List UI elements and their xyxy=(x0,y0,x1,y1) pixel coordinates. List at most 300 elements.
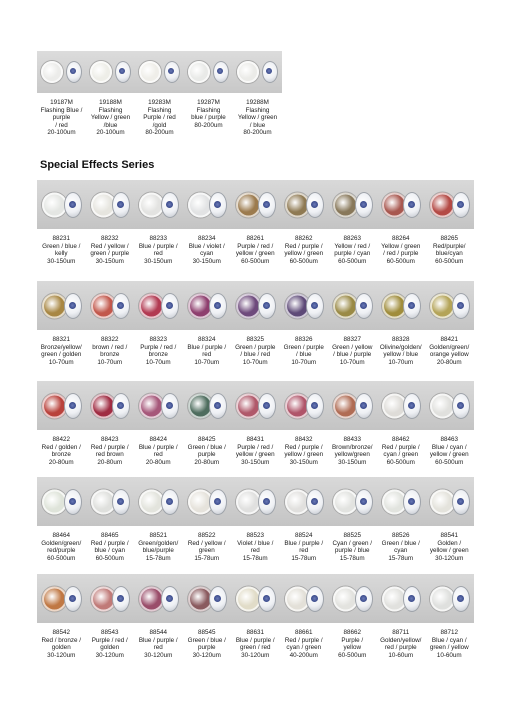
product-code: 88422 xyxy=(52,436,70,443)
jar-lid xyxy=(161,586,179,612)
swatch-label xyxy=(425,330,474,366)
color-description: Olivine/golden/ xyxy=(379,343,422,351)
photo-strip xyxy=(37,477,474,526)
color-description: Blue / purple / xyxy=(187,343,227,351)
swatch-label xyxy=(86,93,135,137)
pigment-jar xyxy=(41,61,63,83)
color-description: Blue / purple / xyxy=(235,636,275,644)
jar-lid xyxy=(403,489,421,515)
color-description: Red / yellow / xyxy=(187,539,226,547)
particle-size: 30-120um xyxy=(192,651,221,659)
color-description: Golden/green/ xyxy=(41,539,82,547)
jar-lid xyxy=(306,192,324,218)
particle-size: 20-80um xyxy=(194,458,220,466)
jar-lid xyxy=(258,393,276,419)
color-description: Cyan / green / xyxy=(332,539,373,547)
product-code: 88431 xyxy=(246,436,264,443)
swatch-label xyxy=(280,430,329,466)
top-photo-strip xyxy=(37,51,282,93)
color-description: / blue / red xyxy=(240,351,271,359)
swatch-photo xyxy=(377,477,426,526)
color-description: Blue / purple / xyxy=(138,242,178,250)
color-description: Purple / red xyxy=(143,114,176,122)
product-code: 88425 xyxy=(197,436,216,443)
jar-lid xyxy=(112,192,130,218)
particle-size: 30-120um xyxy=(435,554,464,562)
particle-size: 10-70um xyxy=(145,358,171,366)
jar-lid xyxy=(209,586,227,612)
swatch-row xyxy=(37,180,474,265)
color-description: Yellow / red / xyxy=(334,242,371,250)
product-code: 88262 xyxy=(294,235,313,242)
particle-size: 60-500um xyxy=(338,651,367,659)
jar-lid xyxy=(112,293,130,319)
particle-size: 10-70um xyxy=(48,358,74,366)
swatch-photo xyxy=(328,477,377,526)
jar-lid xyxy=(213,61,229,83)
color-description: Green / blue / xyxy=(381,539,420,547)
color-description: Red / purple / xyxy=(381,443,420,451)
swatch-photo xyxy=(377,180,426,229)
product-code: 88711 xyxy=(392,629,410,636)
swatch-photo xyxy=(183,477,232,526)
color-description: Purple / xyxy=(341,636,364,644)
swatch-label xyxy=(86,526,135,562)
particle-size: 30-150um xyxy=(338,458,367,466)
particle-size: 15-78um xyxy=(388,554,414,562)
jar-lid xyxy=(64,192,82,218)
particle-size: 20-100um xyxy=(47,129,76,137)
swatch-label xyxy=(183,229,232,265)
jar-lid xyxy=(164,61,180,83)
color-description: Flashing xyxy=(245,106,270,114)
color-description: Purple / red / xyxy=(237,242,274,250)
particle-size: 30-120um xyxy=(241,651,270,659)
particle-size: 15-78um xyxy=(291,554,317,562)
color-description: purple xyxy=(197,644,216,652)
pigment-jar xyxy=(237,61,259,83)
color-description: Flashing xyxy=(147,106,172,114)
swatch-photo xyxy=(425,180,474,229)
jar-lid xyxy=(209,489,227,515)
swatch-photo xyxy=(231,381,280,430)
swatch-label xyxy=(231,330,280,366)
product-code: 88542 xyxy=(52,629,70,636)
particle-size: 30-150um xyxy=(241,458,270,466)
swatch-label xyxy=(86,330,135,366)
color-description: / blue xyxy=(249,121,266,129)
label-row xyxy=(37,526,474,562)
product-code: 88433 xyxy=(343,436,361,443)
product-code: 88327 xyxy=(343,336,361,343)
color-description: Purple / red / xyxy=(140,343,177,351)
jar-lid xyxy=(306,293,324,319)
color-description: purple xyxy=(52,114,71,122)
swatch-label xyxy=(280,623,329,659)
swatch-label xyxy=(377,430,426,466)
swatch-label xyxy=(231,623,280,659)
product-code: 88526 xyxy=(391,532,410,539)
color-description: Golden / xyxy=(437,539,462,547)
swatch-photo xyxy=(183,381,232,430)
jar-lid xyxy=(161,192,179,218)
particle-size: 30-120um xyxy=(47,651,76,659)
swatch-photo xyxy=(231,281,280,330)
swatch-photo xyxy=(231,574,280,623)
swatch-label xyxy=(231,430,280,466)
particle-size: 30-120um xyxy=(144,651,173,659)
photo-strip xyxy=(37,180,474,229)
particle-size: 60-500um xyxy=(435,458,464,466)
swatch-label xyxy=(134,229,183,265)
swatch-photo xyxy=(86,51,135,93)
swatch-label xyxy=(37,430,86,466)
jar-lid xyxy=(209,393,227,419)
jar-lid xyxy=(452,293,470,319)
product-code: 88523 xyxy=(246,532,264,539)
swatch-label xyxy=(183,623,232,659)
color-description: Blue / purple / xyxy=(284,539,324,547)
color-description: green / purple xyxy=(90,250,130,258)
particle-size: 10-70um xyxy=(339,358,365,366)
swatch-photo xyxy=(37,574,86,623)
jar-lid xyxy=(161,489,179,515)
color-description: purple xyxy=(197,451,216,459)
product-code: 88423 xyxy=(100,436,119,443)
color-description: red xyxy=(153,250,163,258)
color-description: / blue xyxy=(296,351,312,359)
swatch-photo xyxy=(377,574,426,623)
color-description: Red / bronze / xyxy=(41,636,82,644)
jar-lid xyxy=(355,192,373,218)
color-description: / blue / purple xyxy=(333,351,372,359)
swatch-label xyxy=(86,229,135,265)
jar-lid xyxy=(112,393,130,419)
swatch-label xyxy=(280,330,329,366)
swatch-photo xyxy=(425,574,474,623)
color-description: yellow / green xyxy=(235,451,275,459)
product-code: 88543 xyxy=(100,629,119,636)
color-description: Red / purple / xyxy=(90,443,129,451)
color-description: Red / golden / xyxy=(41,443,81,451)
swatch-photo xyxy=(425,381,474,430)
particle-size: 30-120um xyxy=(95,651,124,659)
color-description: Green / purple xyxy=(235,343,276,351)
swatch-photo xyxy=(280,281,329,330)
swatch-label xyxy=(328,430,377,466)
swatch-photo xyxy=(134,381,183,430)
color-description: Red / yellow / xyxy=(90,242,129,250)
jar-lid xyxy=(112,489,130,515)
color-description: Green / blue / xyxy=(187,443,226,451)
swatch-label xyxy=(37,93,86,137)
color-description: green / golden xyxy=(41,351,82,359)
jar-lid xyxy=(64,489,82,515)
product-code: 88321 xyxy=(52,336,70,343)
swatch-label xyxy=(377,623,426,659)
color-description: green / yellow xyxy=(429,644,469,652)
swatch-label xyxy=(86,430,135,466)
product-code: 88465 xyxy=(100,532,119,539)
color-description: cyan / green xyxy=(383,451,419,459)
jar-lid xyxy=(452,489,470,515)
product-code: 19187M xyxy=(50,99,73,106)
particle-size: 60-500um xyxy=(47,554,76,562)
jar-lid xyxy=(258,586,276,612)
color-description: yellow / green xyxy=(284,250,324,258)
product-code: 88432 xyxy=(294,436,313,443)
swatch-photo xyxy=(86,281,135,330)
color-description: Brown/bronze/ xyxy=(331,443,373,451)
particle-size: 60-500um xyxy=(338,257,367,265)
swatch-photo xyxy=(280,574,329,623)
jar-lid xyxy=(355,586,373,612)
swatch-label xyxy=(134,526,183,562)
particle-size: 10-70um xyxy=(194,358,220,366)
color-description: purple / cyan xyxy=(334,250,371,258)
jar-lid xyxy=(258,489,276,515)
photo-strip xyxy=(37,381,474,430)
color-description: yellow / green xyxy=(235,250,275,258)
jar-lid xyxy=(66,61,82,83)
color-description: blue / cyan xyxy=(94,547,125,555)
product-code: 88522 xyxy=(197,532,216,539)
particle-size: 20-80um xyxy=(145,458,171,466)
swatch-row xyxy=(37,574,474,659)
color-description: Green / purple xyxy=(283,343,324,351)
swatch-label xyxy=(134,623,183,659)
jar-lid xyxy=(355,293,373,319)
color-description: bronze xyxy=(100,351,120,359)
product-code: 88232 xyxy=(100,235,119,242)
color-description: / red xyxy=(55,121,68,129)
jar-lid xyxy=(64,586,82,612)
pigment-jar xyxy=(90,61,112,83)
color-description: Golden/yellow/ xyxy=(380,636,422,644)
color-description: Blue / purple / xyxy=(138,636,178,644)
swatch-photo xyxy=(280,477,329,526)
color-description: green / red xyxy=(240,644,271,652)
product-code: 88463 xyxy=(440,436,458,443)
swatch-row xyxy=(37,381,474,466)
label-row xyxy=(37,229,474,265)
swatch-label xyxy=(134,430,183,466)
particle-size: 60-500um xyxy=(386,257,415,265)
particle-size: 20-100um xyxy=(96,129,125,137)
color-description: Golden/green/ xyxy=(429,343,470,351)
swatch-photo xyxy=(280,381,329,430)
color-description: purple / blue xyxy=(334,547,370,555)
color-description: yellow/green xyxy=(334,451,370,459)
color-description: Bronze/yellow/ xyxy=(40,343,82,351)
color-description: blue/cyan xyxy=(435,250,463,258)
swatch-photo xyxy=(37,381,86,430)
jar-lid xyxy=(262,61,278,83)
color-description: Yellow / green xyxy=(237,114,278,122)
product-code: 88233 xyxy=(149,235,167,242)
swatch-photo xyxy=(134,281,183,330)
swatch-label xyxy=(135,93,184,137)
color-description: yellow / green xyxy=(429,547,469,555)
swatch-photo xyxy=(134,574,183,623)
jar-lid xyxy=(355,489,373,515)
color-description: Blue / purple / xyxy=(138,443,178,451)
swatch-photo xyxy=(425,281,474,330)
product-code: 88326 xyxy=(294,336,313,343)
particle-size: 20-80um xyxy=(97,458,123,466)
swatch-label xyxy=(425,623,474,659)
pigment-jar xyxy=(139,61,161,83)
color-description: red xyxy=(153,644,163,652)
swatch-label xyxy=(183,330,232,366)
swatch-label xyxy=(328,623,377,659)
particle-size: 15-78um xyxy=(194,554,220,562)
particle-size: 30-150um xyxy=(95,257,124,265)
swatch-photo xyxy=(135,51,184,93)
particle-size: 30-150um xyxy=(192,257,221,265)
jar-lid xyxy=(258,192,276,218)
swatch-photo xyxy=(37,477,86,526)
jar-lid xyxy=(209,192,227,218)
product-code: 88325 xyxy=(246,336,264,343)
swatch-label xyxy=(37,330,86,366)
product-code: 88631 xyxy=(246,629,264,636)
product-code: 88261 xyxy=(246,235,264,242)
swatch-label xyxy=(425,229,474,265)
swatch-photo xyxy=(328,574,377,623)
color-description: Green/golden/ xyxy=(138,539,179,547)
color-description: red/purple xyxy=(47,547,76,555)
color-description: Green / blue / xyxy=(42,242,81,250)
swatch-photo xyxy=(377,281,426,330)
particle-size: 10-70um xyxy=(97,358,123,366)
color-description: Red / purple / xyxy=(284,242,323,250)
swatch-photo xyxy=(183,574,232,623)
color-description: Blue / cyan / xyxy=(431,443,467,451)
color-description: kelly xyxy=(54,250,68,258)
swatch-label xyxy=(37,229,86,265)
swatch-label xyxy=(231,229,280,265)
product-code: 88263 xyxy=(343,235,361,242)
label-row xyxy=(37,330,474,366)
product-code: 88234 xyxy=(197,235,216,242)
jar-lid xyxy=(452,192,470,218)
particle-size: 10-60um xyxy=(436,651,462,659)
particle-size: 20-80um xyxy=(436,358,462,366)
swatch-photo xyxy=(231,477,280,526)
swatch-label xyxy=(86,623,135,659)
jar-lid xyxy=(452,393,470,419)
swatch-photo xyxy=(425,477,474,526)
swatch-label xyxy=(280,526,329,562)
color-description: brown / red / xyxy=(92,343,128,351)
swatch-photo xyxy=(280,180,329,229)
swatch-label xyxy=(231,526,280,562)
color-description: red xyxy=(299,547,309,555)
swatch-label xyxy=(377,330,426,366)
color-description: bronze xyxy=(148,351,168,359)
product-code: 88712 xyxy=(440,629,458,636)
color-description: Yellow / green xyxy=(90,114,131,122)
swatch-label xyxy=(425,430,474,466)
swatch-label xyxy=(328,229,377,265)
swatch-photo xyxy=(328,180,377,229)
swatch-row xyxy=(37,281,474,366)
jar-lid xyxy=(452,586,470,612)
particle-size: 10-70um xyxy=(388,358,414,366)
swatch-label xyxy=(37,526,86,562)
product-code: 88421 xyxy=(440,336,458,343)
product-code: 88541 xyxy=(440,532,458,539)
product-code: 88462 xyxy=(391,436,410,443)
jar-lid xyxy=(112,586,130,612)
particle-size: 30-150um xyxy=(289,458,318,466)
color-description: /gold xyxy=(152,121,167,129)
color-description: yellow / green xyxy=(429,451,469,459)
product-code: 88322 xyxy=(100,336,119,343)
jar-lid xyxy=(403,192,421,218)
particle-size: 10-70um xyxy=(242,358,268,366)
jar-lid xyxy=(355,393,373,419)
color-description: bronze xyxy=(51,451,71,459)
jar-lid xyxy=(403,393,421,419)
swatch-photo xyxy=(328,381,377,430)
color-description: Red/purple/ xyxy=(432,242,466,250)
jar-lid xyxy=(306,586,324,612)
product-code: 88264 xyxy=(391,235,410,242)
color-description: cyan xyxy=(200,250,214,258)
pigment-jar xyxy=(188,61,210,83)
product-code: 88328 xyxy=(391,336,410,343)
swatch-photo xyxy=(37,281,86,330)
product-code: 88544 xyxy=(149,629,167,636)
swatch-photo xyxy=(233,51,282,93)
label-row xyxy=(37,430,474,466)
color-description: Purple / red / xyxy=(91,636,128,644)
swatch-label xyxy=(184,93,233,137)
color-description: cyan xyxy=(394,547,408,555)
particle-size: 60-500um xyxy=(386,458,415,466)
color-description: Red / purple / xyxy=(284,443,323,451)
product-code: 88424 xyxy=(149,436,167,443)
section-title: Special Effects Series xyxy=(40,159,155,171)
product-code: 88662 xyxy=(343,629,361,636)
particle-size: 10-60um xyxy=(388,651,414,659)
particle-size: 40-200um xyxy=(289,651,318,659)
swatch-photo xyxy=(231,180,280,229)
jar-lid xyxy=(403,586,421,612)
particle-size: 80-200um xyxy=(243,129,272,137)
jar-lid xyxy=(258,293,276,319)
label-row xyxy=(37,623,474,659)
color-description: green xyxy=(198,547,215,555)
color-description: Violet / blue / xyxy=(237,539,274,547)
color-description: /blue xyxy=(103,121,118,129)
particle-size: 60-500um xyxy=(289,257,318,265)
particle-size: 20-80um xyxy=(48,458,74,466)
top-swatch-grid xyxy=(37,51,282,137)
jar-lid xyxy=(209,293,227,319)
swatch-photo xyxy=(328,281,377,330)
swatch-row xyxy=(37,477,474,562)
color-description: red brown xyxy=(95,451,124,459)
product-code: 88464 xyxy=(52,532,70,539)
color-description: Yellow / green xyxy=(381,242,421,250)
color-description: orange yellow xyxy=(429,351,469,359)
particle-size: 60-500um xyxy=(435,257,464,265)
color-description: red xyxy=(202,351,212,359)
color-description: Purple / red / xyxy=(237,443,274,451)
